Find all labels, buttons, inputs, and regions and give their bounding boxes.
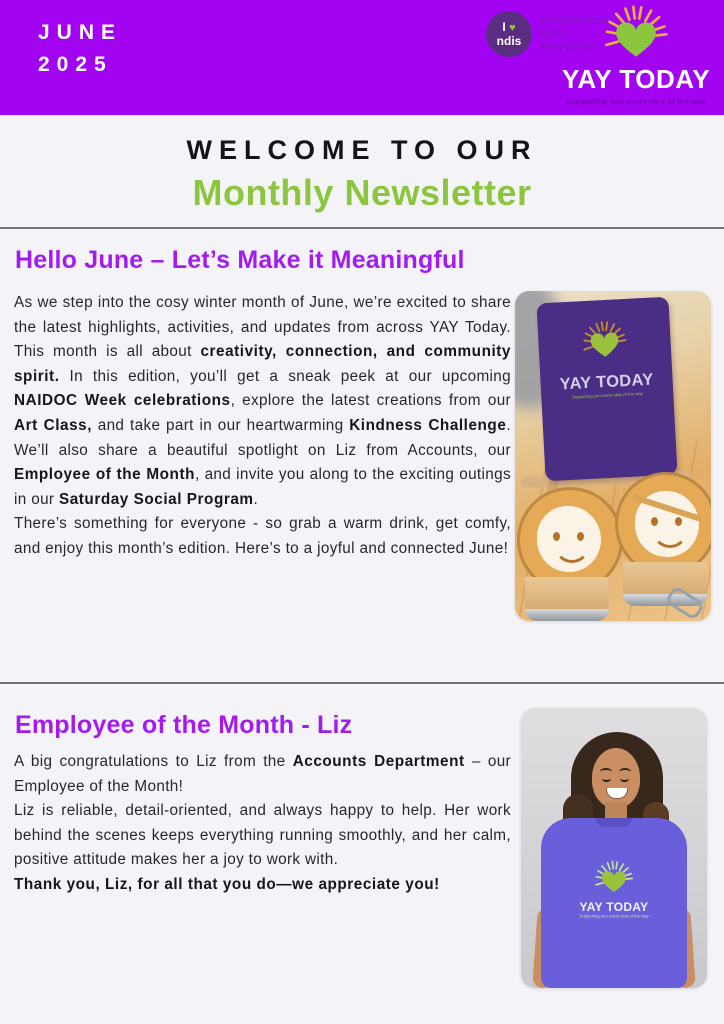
welcome-block [0,115,724,214]
issue-month: JUNE [38,21,123,44]
hello-june-body: As we step into the cosy winter month of June, we’re excited to share the latest highlights, activities, and updates from across YAY Today. This month is all about creativity, connection, and community spirit. In this edition, you’ll get a sneak peek at our upcoming NAIDOC Week celebrations, explore the latest creations from our Art Class, and take part in our heartwarming Kindness Challenge. We’ll also share a beautiful spotlight on Liz from Accounts, our Employee of the Month, and invite you along to the exciting outings in our Saturday Social Program. There’s something for everyone - so grab a warm drink, get comfy, and enjoy this month’s edition. Here’s to a joyful and connected June! [14,294,511,557]
ndis-provider-label: REGISTERED NDIS PROVIDER [541,16,609,53]
heart-burst-icon [590,4,682,70]
yay-today-sign [536,297,677,482]
heart-burst-icon [572,318,636,367]
liz-face [592,748,640,808]
shirt-collar [596,818,632,827]
hello-june-title: Hello June – Let’s Make it Meaningful [15,246,465,274]
yay-today-logo [558,4,714,106]
masthead [0,0,724,115]
ndis-i: I [502,19,506,34]
shirt-tagline: Supporting you every step of the way [579,914,649,920]
issue-year: 2025 [38,53,113,76]
latte-art-hat-face [635,491,699,557]
ndis-word: ndis [496,33,522,48]
sign-tagline: Supporting you every step of the way [571,391,643,401]
shirt-brand-name: YAY TODAY [579,900,649,914]
welcome-kicker: WELCOME TO OUR [186,135,538,165]
brand-tagline: Supporting you every step of the way [565,97,707,106]
newsletter-title: Monthly Newsletter [192,172,532,213]
ndis-logo [486,11,532,57]
latte-art-smiley-face [537,506,601,572]
latte-cup-hat-face [615,472,711,576]
ndis-heart-icon: ♥ [509,21,516,34]
coffee-photo [515,291,711,621]
liz-yay-today-shirt [541,818,687,988]
employee-of-month-body: A big congratulations to Liz from the Accounts Department – our Employee of the Month! Liz is reliable, detail-oriented, and always happy to help. Her work behind the scenes keeps everything running smoothly, and her calm, positive attitude makes her a joy to work with. Thank you, Liz, for all that you do—we appreciate you! [14,753,511,893]
latte-cup-smiley [517,487,623,593]
sign-brand-name: YAY TODAY [559,370,654,394]
issue-date [38,17,122,81]
divider [0,682,724,684]
heart-burst-icon [587,860,641,900]
liz-photo [521,708,707,988]
brand-name: YAY TODAY [561,64,711,94]
employee-of-month-title: Employee of the Month - Liz [15,711,353,739]
divider [0,227,724,229]
